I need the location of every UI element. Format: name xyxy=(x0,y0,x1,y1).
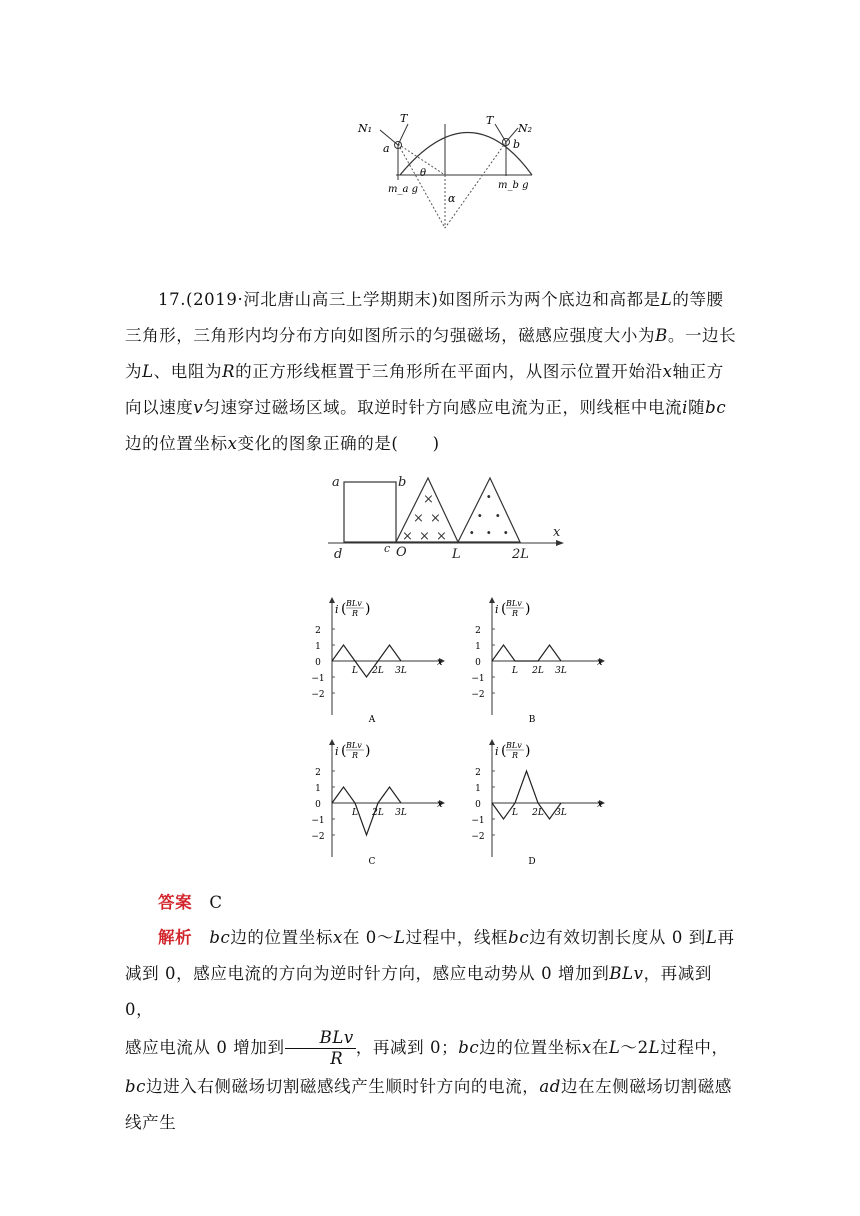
q-var-l2: L xyxy=(142,362,154,381)
q-var-v: v xyxy=(193,398,204,417)
question-source: (2019·河北唐山高三上学期期末) xyxy=(186,290,439,309)
dot-mark: · xyxy=(495,506,501,525)
q-text-3a: 、电阻为 xyxy=(153,362,223,381)
x-tick-label: 2L xyxy=(532,666,544,676)
x-tick-label: L xyxy=(352,808,358,818)
cross-mark: × xyxy=(419,529,430,544)
a-var-blv: BLv xyxy=(609,964,644,983)
option-chart-D xyxy=(460,737,610,867)
y-tick-label: −2 xyxy=(471,690,485,700)
a-text: 再减到 0，感应电流的方向为逆时针方向，感应电动势从 0 增加到 xyxy=(125,928,735,983)
option-label: D xyxy=(528,857,536,867)
label-b: b xyxy=(513,138,521,151)
q-text-4a: 以速度 xyxy=(142,398,194,417)
paren: ) xyxy=(365,601,371,617)
y-axis-label: i xyxy=(495,745,499,758)
x-tick-label: 2L xyxy=(372,808,384,818)
a-var-bc: bc xyxy=(508,928,530,947)
q-text-4c: 随 xyxy=(688,398,706,417)
label-t1: T xyxy=(400,112,408,125)
a-text: 入右侧磁场切割磁感线产生顺时针方向的电流， xyxy=(180,1077,540,1096)
a-text: ，再减到 0， xyxy=(125,964,712,1019)
series-line xyxy=(492,645,561,661)
q-text-2b: 。一边长为 xyxy=(125,326,737,381)
x-axis-label: x xyxy=(437,657,443,668)
cross-mark: × xyxy=(402,529,413,544)
x-axis-label: x xyxy=(437,799,443,810)
paren: ( xyxy=(501,601,507,617)
y-tick-label: −1 xyxy=(471,674,485,684)
a-var-x: x xyxy=(332,928,343,947)
x-tick-label: L xyxy=(512,666,518,676)
a-text: 在 0～ xyxy=(342,928,394,947)
cross-mark: × xyxy=(430,511,441,526)
paren: ( xyxy=(501,743,507,759)
cross-mark: × xyxy=(413,511,424,526)
x-tick-label: 3L xyxy=(555,808,567,818)
x-tick-label: 2L xyxy=(532,808,544,818)
series-line xyxy=(332,787,401,835)
q-text-5a: 边的位置坐标 xyxy=(125,434,228,453)
q-text-2: 角形，三角形内均分布方向如图所示的匀强磁场，磁感应强度大小为 xyxy=(142,326,656,345)
a-var-ad: ad xyxy=(539,1077,561,1096)
label-a: a xyxy=(383,142,390,155)
a-text: 过程中， xyxy=(660,1038,729,1057)
y-tick-label: −2 xyxy=(471,832,485,842)
x-axis-label: x xyxy=(597,657,603,668)
a-text: ，再减到 0； xyxy=(355,1038,459,1057)
label-o: O xyxy=(396,545,407,560)
option-chart-A xyxy=(300,595,450,725)
q-text-4b: 匀速穿过磁场区域。取逆时针方向感应电流为正，则线框中电流 xyxy=(203,398,683,417)
dot-mark: · xyxy=(486,487,492,506)
a-var-x: x xyxy=(581,1038,592,1057)
label-t2: T xyxy=(486,114,494,127)
paren: ( xyxy=(341,743,347,759)
y-tick-label: 1 xyxy=(475,642,481,652)
label-b: b xyxy=(398,475,407,490)
x-axis-label: x xyxy=(597,799,603,810)
a-text: 边的位置坐标 xyxy=(230,928,333,947)
x-tick-label: 2L xyxy=(372,666,384,676)
x-tick-label: 3L xyxy=(395,666,407,676)
y-tick-label: 2 xyxy=(475,768,481,778)
a-text: 感应电流从 0 增加到 xyxy=(125,1038,285,1057)
label-d: d xyxy=(334,547,343,562)
y-tick-label: 0 xyxy=(315,658,321,668)
dot-mark: · xyxy=(477,506,483,525)
option-chart-C xyxy=(300,737,450,867)
q-text-1: 如图所示为两个底边和高都是 xyxy=(438,290,661,309)
y-tick-label: 1 xyxy=(475,784,481,794)
a-text: 边进 xyxy=(146,1077,181,1096)
y-tick-label: −1 xyxy=(311,816,325,826)
question-text xyxy=(125,282,740,462)
x-tick-label: L xyxy=(352,666,358,676)
q-var-l: L xyxy=(660,290,673,309)
force-diagram xyxy=(350,110,540,235)
a-text: 过程中，线框 xyxy=(405,928,509,947)
label-mag: m_a g xyxy=(388,184,419,195)
unit-den: R xyxy=(352,609,359,618)
y-tick-label: 2 xyxy=(315,768,321,778)
label-l: L xyxy=(452,547,461,562)
cross-mark: × xyxy=(423,492,434,507)
y-tick-label: 0 xyxy=(475,658,481,668)
dot-mark: · xyxy=(486,523,492,542)
label-mbg: m_b g xyxy=(498,180,529,191)
question-number: 17. xyxy=(158,290,187,309)
paren: ( xyxy=(341,601,347,617)
q-text-1b: 的等腰三 xyxy=(125,290,724,345)
q-var-x: x xyxy=(662,362,673,381)
option-label: C xyxy=(368,857,376,867)
x-tick-label: L xyxy=(512,808,518,818)
paren: ) xyxy=(525,743,531,759)
unit-den: R xyxy=(352,751,359,760)
y-tick-label: 1 xyxy=(315,642,321,652)
frac-den: R xyxy=(330,1049,344,1068)
y-tick-label: −1 xyxy=(311,674,325,684)
label-n1: N₁ xyxy=(358,122,373,135)
option-label: B xyxy=(528,715,536,725)
label-c: c xyxy=(384,542,391,555)
q-var-bc: bc xyxy=(705,398,727,417)
unit-num: BLv xyxy=(346,741,362,750)
a-var-l: L xyxy=(705,928,718,947)
fraction-blv-r xyxy=(285,1028,356,1069)
a-text: 边有效切割长度从 0 到 xyxy=(529,928,706,947)
dot-mark: · xyxy=(469,523,475,542)
unit-num: BLv xyxy=(506,599,522,608)
q-text-3c: 轴正方向 xyxy=(125,362,724,417)
a-var-bc: bc xyxy=(458,1038,480,1057)
setup-figure xyxy=(328,470,568,565)
a-var-bc: bc xyxy=(125,1077,147,1096)
paren: ) xyxy=(365,743,371,759)
x-tick-label: 3L xyxy=(555,666,567,676)
unit-num: BLv xyxy=(506,741,522,750)
unit-den: R xyxy=(512,751,519,760)
y-axis-label: i xyxy=(495,603,499,616)
x-tick-label: 3L xyxy=(395,808,407,818)
option-chart-B xyxy=(460,595,610,725)
paren: ) xyxy=(525,601,531,617)
y-axis-label: i xyxy=(335,745,339,758)
y-tick-label: −1 xyxy=(471,816,485,826)
analysis-text xyxy=(125,920,740,1141)
q-text-3b: 的正方形线框置于三角形所在平面内，从图示位置开始沿 xyxy=(235,362,663,381)
answer-line xyxy=(158,885,773,921)
option-label: A xyxy=(368,715,376,725)
series-line xyxy=(492,771,561,819)
label-2l: 2L xyxy=(512,547,529,562)
a-var-l: L xyxy=(648,1038,661,1057)
y-tick-label: 2 xyxy=(315,626,321,636)
dot-mark: · xyxy=(503,523,509,542)
label-x: x xyxy=(553,525,561,540)
q-var-x2: x xyxy=(227,434,238,453)
label-a: a xyxy=(332,475,340,490)
analysis-label: 解析 xyxy=(158,928,193,947)
y-tick-label: 1 xyxy=(315,784,321,794)
q-text-5c: ) xyxy=(432,434,440,453)
q-var-r: R xyxy=(222,362,236,381)
unit-num: BLv xyxy=(346,599,362,608)
y-tick-label: −2 xyxy=(311,690,325,700)
cross-mark: × xyxy=(436,529,447,544)
y-tick-label: 0 xyxy=(315,800,321,810)
y-tick-label: 2 xyxy=(475,626,481,636)
q-text-5b: 变化的图象正确的是( xyxy=(237,434,399,453)
frac-num: BLv xyxy=(285,1028,356,1049)
y-axis-label: i xyxy=(335,603,339,616)
a-text: 边的位置坐标 xyxy=(479,1038,582,1057)
a-var-l: L xyxy=(608,1038,621,1057)
label-n2: N₂ xyxy=(518,122,533,135)
a-var-l: L xyxy=(394,928,406,947)
a-var-bc: bc xyxy=(209,928,231,947)
answer-value: C xyxy=(209,893,223,912)
q-var-i: i xyxy=(682,398,689,417)
unit-den: R xyxy=(512,609,519,618)
answer-label: 答案 xyxy=(158,893,193,912)
a-text: 边在左侧磁场切割磁感线产生 xyxy=(125,1077,732,1132)
label-theta: θ xyxy=(420,168,427,179)
y-tick-label: −2 xyxy=(311,832,325,842)
q-var-b: B xyxy=(655,326,668,345)
a-text: ～2 xyxy=(620,1038,649,1057)
a-text: 在 xyxy=(591,1038,609,1057)
y-tick-label: 0 xyxy=(475,800,481,810)
label-alpha: α xyxy=(448,192,456,205)
